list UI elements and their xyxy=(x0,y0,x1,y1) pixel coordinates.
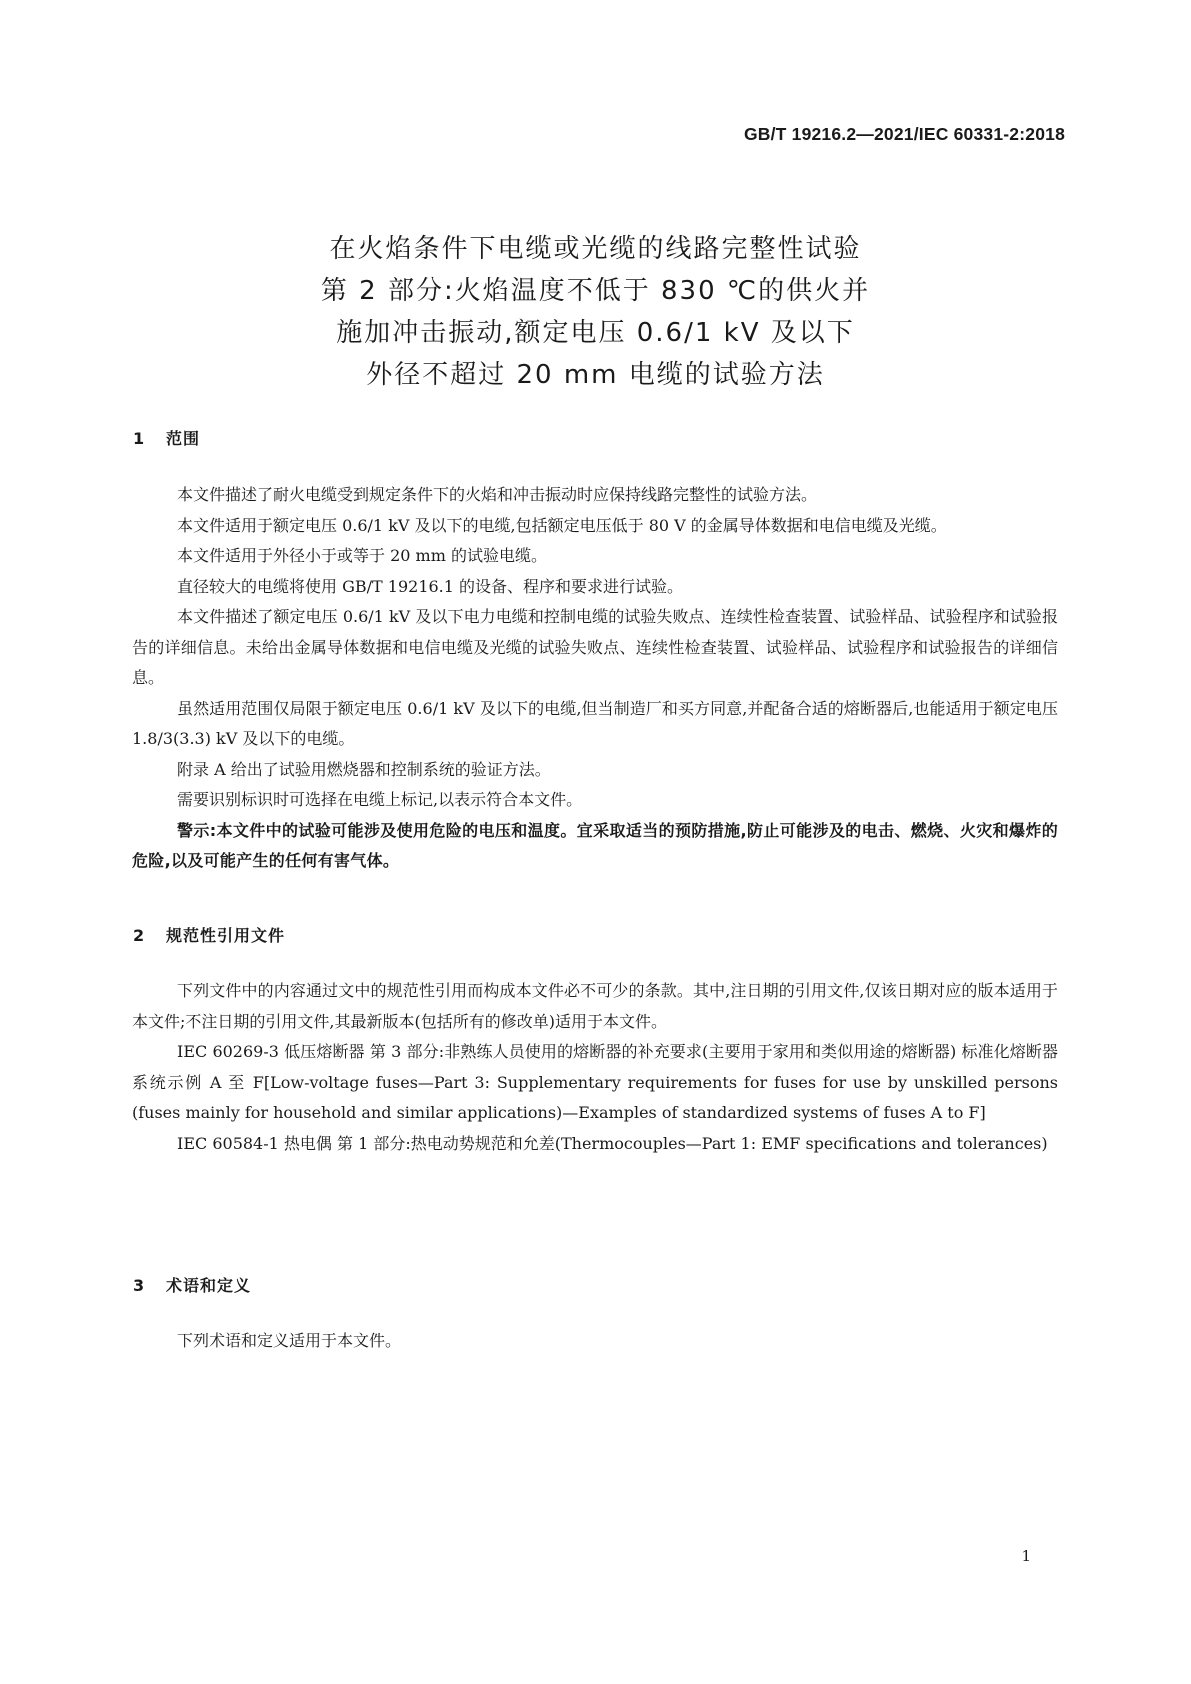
section-2-paragraph: 下列文件中的内容通过文中的规范性引用而构成本文件必不可少的条款。其中,注日期的引用文件,仅该日期对应的版本适用于本文件;不注日期的引用文件,其最新版本(包括所有的修改单)适用于本文件。 xyxy=(132,981,1058,1031)
section-3-heading xyxy=(133,1273,251,1296)
title-line-3: 施加冲击振动,额定电压 0.6/1 kV 及以下 xyxy=(336,318,855,348)
section-1-number: 1 xyxy=(133,429,146,448)
section-1-paragraph: 本文件适用于外径小于或等于 20 mm 的试验电缆。 xyxy=(177,546,547,565)
section-3-number: 3 xyxy=(133,1276,146,1295)
section-2-title: 规范性引用文件 xyxy=(166,926,286,945)
section-1-paragraph: 本文件描述了耐火电缆受到规定条件下的火焰和冲击振动时应保持线路完整性的试验方法。 xyxy=(177,485,818,504)
title-line-2: 第 2 部分:火焰温度不低于 830 ℃的供火并 xyxy=(320,276,871,306)
document-title xyxy=(0,228,1191,396)
section-1-paragraph: 附录 A 给出了试验用燃烧器和控制系统的验证方法。 xyxy=(177,759,551,779)
standard-code: GB/T 19216.2—2021/IEC 60331-2:2018 xyxy=(743,124,1065,144)
section-2-number: 2 xyxy=(133,926,146,945)
section-3-title: 术语和定义 xyxy=(166,1276,252,1295)
section-1-paragraph: 直径较大的电缆将使用 GB/T 19216.1 的设备、程序和要求进行试验。 xyxy=(177,576,684,596)
section-1-paragraph: 虽然适用范围仅局限于额定电压 0.6/1 kV 及以下的电缆,但当制造厂和买方同意,并配备合适的熔断器后,也能适用于额定电压 1.8/3(3.3) kV 及以下的电缆。 xyxy=(132,698,1058,748)
title-line-1: 在火焰条件下电缆或光缆的线路完整性试验 xyxy=(329,234,862,264)
section-1-paragraph: 需要识别标识时可选择在电缆上标记,以表示符合本文件。 xyxy=(177,790,583,809)
section-3-paragraph: 下列术语和定义适用于本文件。 xyxy=(177,1331,402,1350)
title-line-4: 外径不超过 20 mm 电缆的试验方法 xyxy=(366,360,825,390)
safety-warning: 警示:本文件中的试验可能涉及使用危险的电压和温度。宜采取适当的预防措施,防止可能涉及的电击、燃烧、火灾和爆炸的危险,以及可能产生的任何有害气体。 xyxy=(132,820,1058,870)
section-3-body xyxy=(132,1326,1058,1357)
section-2-heading xyxy=(133,923,285,946)
section-1-title: 范围 xyxy=(166,429,201,448)
section-2-body xyxy=(132,976,1058,1159)
page-number: 1 xyxy=(1021,1547,1031,1565)
reference-iec-60584-1: IEC 60584-1 热电偶 第 1 部分:热电动势规范和允差(Thermocouples—Part 1: EMF specifications and tolerances) xyxy=(177,1133,1048,1153)
section-1-heading xyxy=(133,426,200,449)
reference-iec-60269-3: IEC 60269-3 低压熔断器 第 3 部分:非熟练人员使用的熔断器的补充要求(主要用于家用和类似用途的熔断器) 标准化熔断器系统示例 A 至 F[Low-voltage fuses—Part 3: Supplementary requirements for fuses for use by unskilled persons (fuses mainly for household and similar applications)—Examples of standardized systems of fuses A to F] xyxy=(132,1042,1058,1122)
section-1-body xyxy=(132,480,1058,877)
section-1-paragraph: 本文件适用于额定电压 0.6/1 kV 及以下的电缆,包括额定电压低于 80 V 的金属导体数据和电信电缆及光缆。 xyxy=(177,515,947,535)
section-1-paragraph: 本文件描述了额定电压 0.6/1 kV 及以下电力电缆和控制电缆的试验失败点、连续性检查装置、试验样品、试验程序和试验报告的详细信息。未给出金属导体数据和电信电缆及光缆的试验失败点、连续性检查装置、试验样品、试验程序和试验报告的详细信息。 xyxy=(132,607,1058,687)
